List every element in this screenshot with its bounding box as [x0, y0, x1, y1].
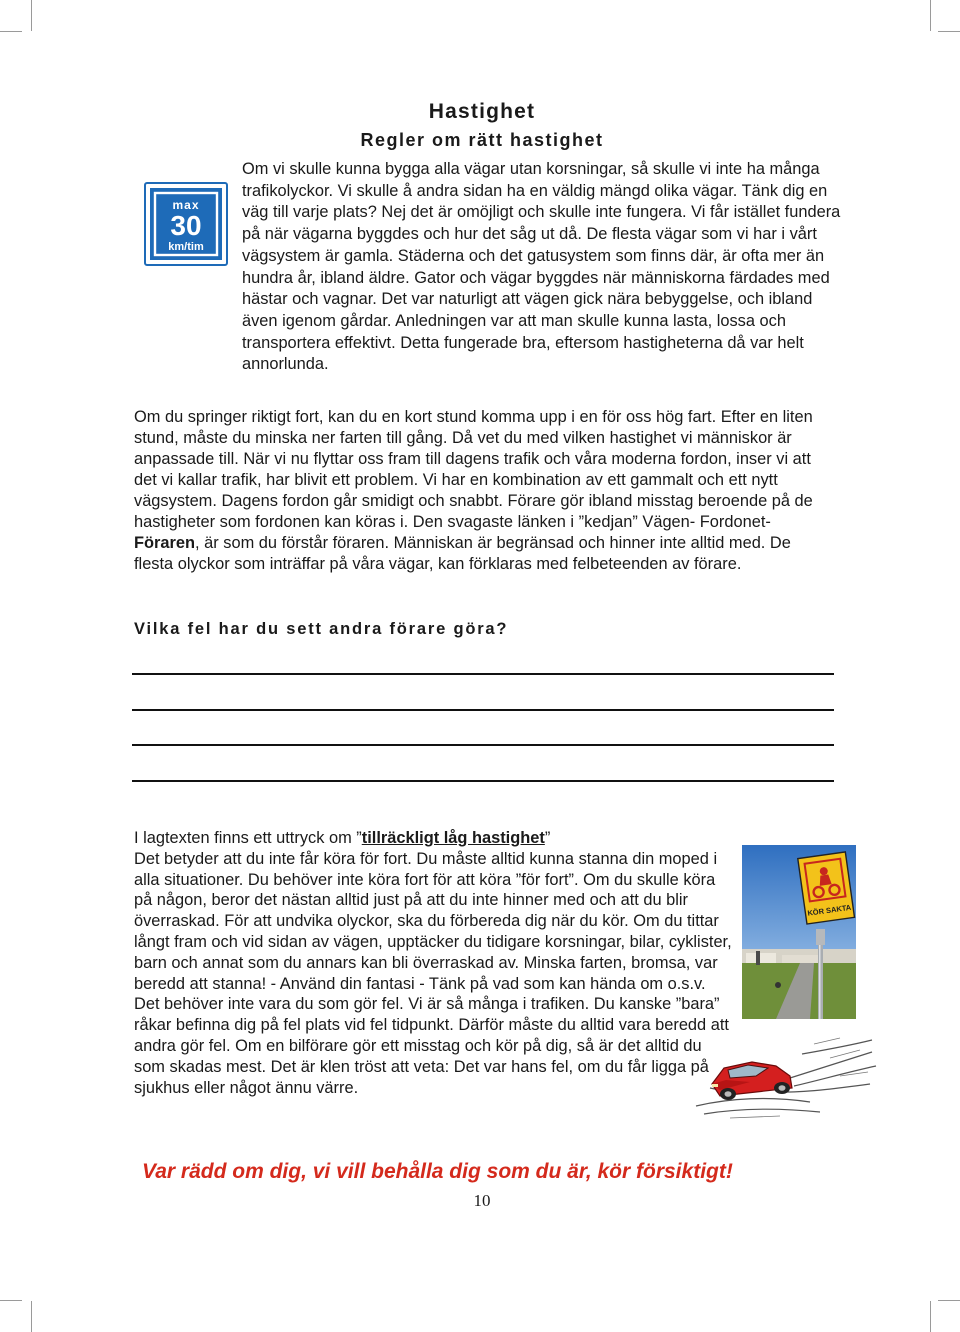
law-section	[134, 828, 734, 1098]
main-text-part: Om du springer riktigt fort, kan du en kort stund komma upp i en för oss hög fart. Efter en liten stund, måste du minska ner farten till gång. Då vet du med vilken hastighet vi människor är anpassade till. När vi nu flyttar oss fram till dagens trafik och våra moderna fordon, inser vi att det vi kallar trafik, har blivit ett problem. Vi har en kombination av ett gammalt och ett nytt vägsystem. Dagens fordon går smidigt och snabbt. Förare gör ibland misstag beroende på de hastigheter som fordonen kan köras i. Den svagaste länken i ”kedjan” Vägen- Fordonet-	[134, 408, 813, 531]
crop-mark	[0, 31, 22, 32]
main-paragraph	[134, 407, 834, 575]
main-text-bold: Föraren	[134, 534, 196, 552]
sign-unit-label: km/tim	[168, 241, 204, 253]
intro-paragraph: Om vi skulle kunna bygga alla vägar utan korsningar, så skulle vi inte ha många trafikolyckor. Vi skulle å andra sidan ha en väldig mängd olika vägar. Tänk dig en väg till varje plats? Nej det är omöjligt och skulle inte fungera. Vi får istället fundera på när vägarna byggdes och hur det såg ut då. De flesta vägar som vi har i vårt vägsystem är gamla. Städerna och det gatusystem som finns där, är ofta mer än hundra år, ibland äldre. Gator och vägar byggdes när människorna färdades med hästar och vagnar. Det var naturligt att vägen gick nära bebyggelse, och ibland även igenom gårdar. Anledningen var att man skulle kunna lasta, lossa och transportera effektivt. Detta fungerade bra, eftersom hastigheterna då var helt annorlunda.	[242, 160, 841, 374]
sign-max-label: max	[172, 198, 200, 212]
law-body: Det betyder att du inte får köra för fort. Du måste alltid kunna stanna din moped i alla situationer. Du behöver inte köra fort för att köra ”för fort”. Om du skulle köra på någon, beror det nästan alltid just på att du inte hinner med och att du blir överraskad. För att undvika olyckor, ska du förbereda dig när du kör. Om du tittar långt fram och vid sidan av vägen, upptäcker du tidigare korsningar, bilar, cyklister, barn och annat som du annars kan bli överraskad av. Minska farten, bromsa, var beredd att stanna! - Använd din fantasi - Tänk på vad som kan hända om o.s.v. Det behöver inte vara du som gör fel. Vi är så många i trafiken. Du kanske ”bara” råkar befinna dig på fel plats vid fel tidpunkt. Därför måste du alltid vara beredd att andra gör fel. Om en bilförare gör ett misstag och kör på dig, så är det alltid du som skadas mest. Det är klen tröst att veta: Det var hans fel, om du får ligga på sjukhus eller något ännu värre.	[134, 849, 732, 1097]
slow-sign-photo	[742, 845, 856, 1019]
page-title: Hastighet	[428, 100, 536, 123]
main-text-part: , är som du förstår föraren. Människan är begränsad och hinner inte alltid med. De flesta olyckor som inträffar på våra vägar, kan förklaras med felbeteenden av förare.	[134, 534, 791, 573]
crop-mark	[31, 0, 32, 31]
crop-mark	[938, 1300, 960, 1301]
crop-mark	[930, 0, 931, 31]
closing-slogan: Var rädd om dig, vi vill behålla dig som du är, kör försiktigt!	[142, 1160, 733, 1183]
law-term: tillräckligt låg hastighet	[361, 829, 545, 847]
question-heading: Vilka fel har du sett andra förare göra?	[134, 620, 509, 638]
page-subtitle: Regler om rätt hastighet	[360, 130, 604, 150]
sign-speed-number: 30	[170, 210, 202, 241]
crop-mark	[31, 1301, 32, 1332]
law-suffix: ”	[544, 829, 551, 847]
crop-mark	[938, 31, 960, 32]
speed-limit-sign	[144, 182, 228, 266]
answer-line[interactable]	[132, 780, 834, 782]
answer-line[interactable]	[132, 709, 834, 711]
photo-sign-text: KÖR SAKTA	[806, 902, 852, 918]
answer-line[interactable]	[132, 673, 834, 675]
answer-line[interactable]	[132, 744, 834, 746]
crop-mark	[0, 1300, 22, 1301]
page-number: 10	[473, 1191, 491, 1210]
crop-mark	[930, 1301, 931, 1332]
law-prefix: I lagtexten finns ett uttryck om ”	[134, 829, 362, 847]
car-illustration	[690, 1032, 880, 1120]
